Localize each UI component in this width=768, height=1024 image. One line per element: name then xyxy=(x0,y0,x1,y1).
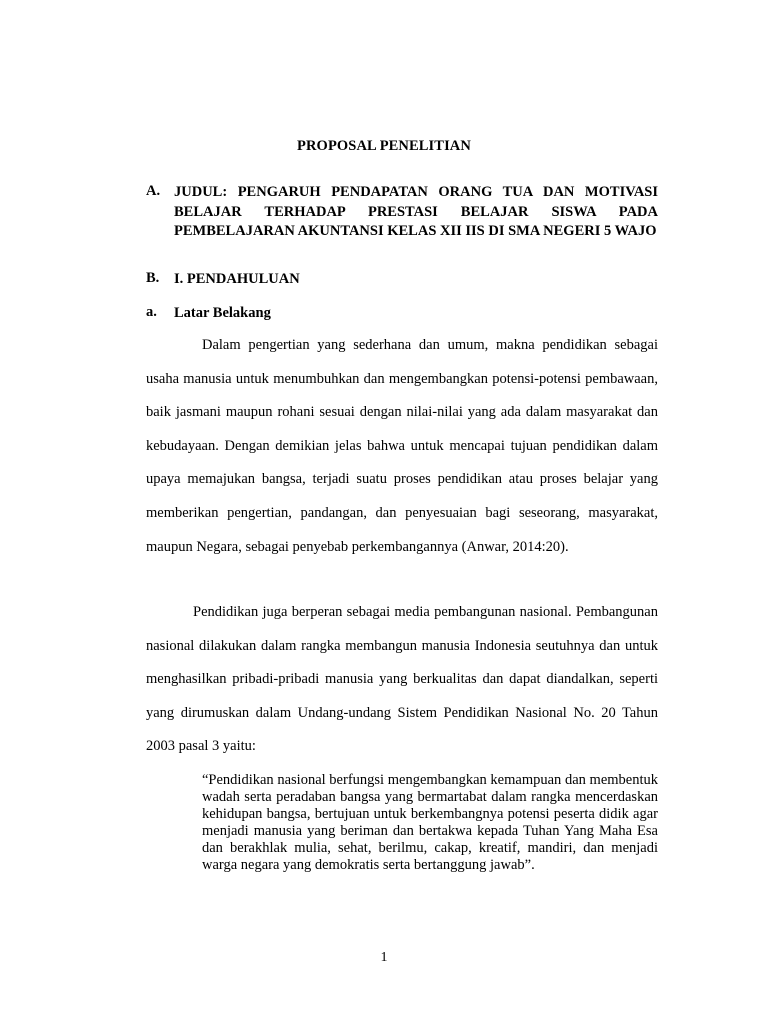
subsection-a-title: Latar Belakang xyxy=(174,305,271,321)
section-a-heading xyxy=(146,183,658,242)
block-quote: “Pendidikan nasional berfungsi mengembangkan kemampuan dan membentuk wadah serta peradaban bangsa yang bermartabat dalam rangka mencerdaskan kehidupan bangsa, bertujuan untuk berkembangnya potensi peserta didik agar menjadi manusia yang beriman dan bertakwa kepada Tuhan Yang Maha Esa dan berakhlak mulia, sehat, berilmu, cakap, kreatif, mandiri, dan menjadi warga negara yang demokratis serta bertanggung jawab”. xyxy=(202,772,658,873)
section-b-heading xyxy=(146,270,658,290)
section-b-marker: B. xyxy=(146,270,160,286)
document-title: PROPOSAL PENELITIAN xyxy=(297,138,471,154)
body-paragraph-2: Pendidikan juga berperan sebagai media pembangunan nasional. Pembangunan nasional dilakukan dalam rangka membangun manusia Indonesia seutuhnya dan untuk menghasilkan pribadi-pribadi manusia yang berkualitas dan dapat diandalkan, seperti yang dirumuskan dalam Undang-undang Sistem Pendidikan Nasional No. 20 Tahun 2003 pasal 3 yaitu: xyxy=(146,604,658,755)
subsection-a-heading xyxy=(146,304,658,324)
section-b-title: I. PENDAHULUAN xyxy=(174,271,300,287)
page-number: 1 xyxy=(380,950,388,965)
section-a-marker: A. xyxy=(146,183,161,199)
body-paragraph-1: Dalam pengertian yang sederhana dan umum, makna pendidikan sebagai usaha manusia untuk menumbuhkan dan mengembangkan potensi-potensi pembawaan, baik jasmani maupun rohani sesuai dengan nilai-nilai yang ada dalam masyarakat dan kebudayaan. Dengan demikian jelas bahwa untuk mencapai tujuan pendidikan dalam upaya memajukan bangsa, terjadi suatu proses pendidikan atau proses belajar yang memberikan pengertian, pandangan, dan penyesuaian bagi seseorang, masyarakat, maupun Negara, sebagai penyebab perkembangannya (Anwar, 2014:20). xyxy=(146,337,658,555)
subsection-a-marker: a. xyxy=(146,304,157,320)
section-a-title: JUDUL: PENGARUH PENDAPATAN ORANG TUA DAN MOTIVASI BELAJAR TERHADAP PRESTASI BELAJAR SISWA PADA PEMBELAJARAN AKUNTANSI KELAS XII IIS DI SMA NEGERI 5 WAJO xyxy=(174,184,658,239)
